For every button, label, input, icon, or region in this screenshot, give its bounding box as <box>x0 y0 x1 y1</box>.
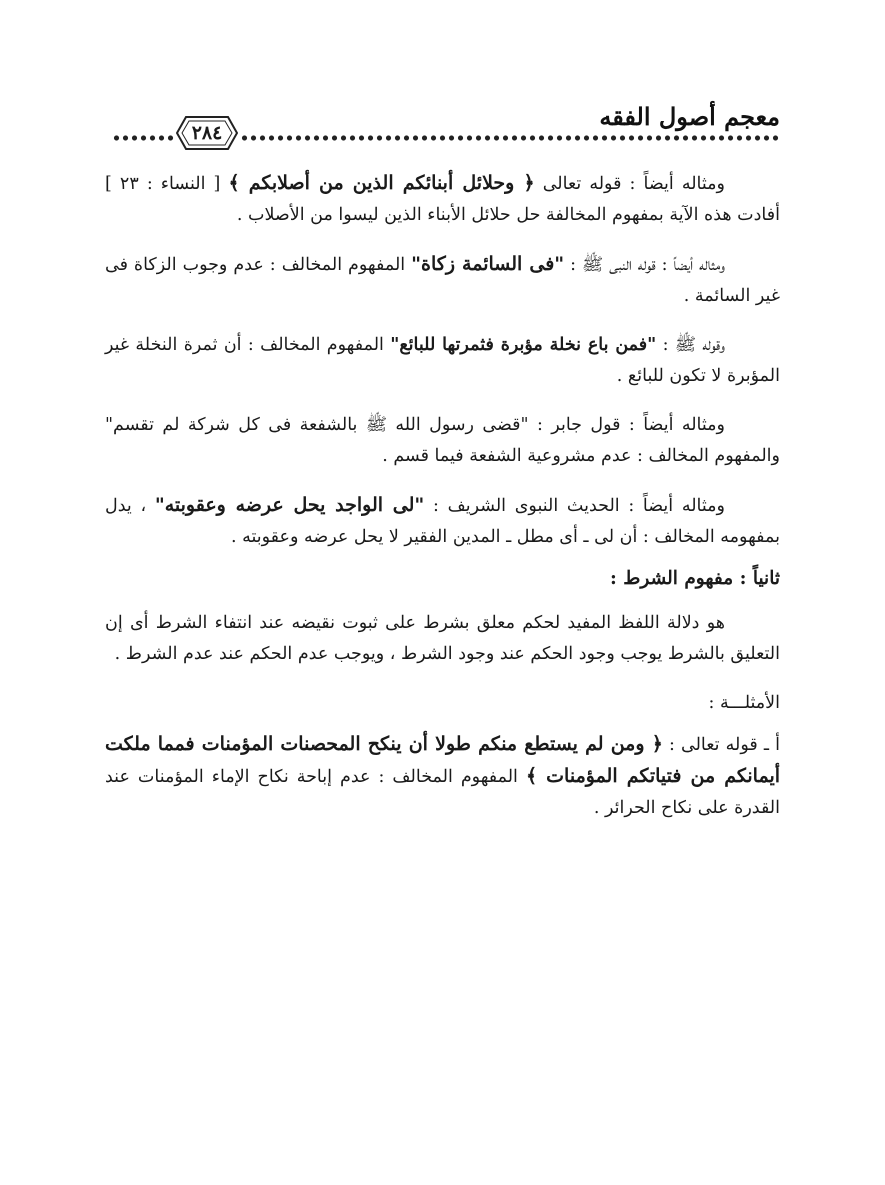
header-ornament <box>112 122 780 146</box>
paragraph-text: أ ـ قوله تعالى : <box>668 735 780 755</box>
body-text <box>105 168 780 842</box>
page-number: ٢٨٤ <box>191 122 223 144</box>
paragraph-text: ومثاله أيضاً : قوله النبى ﷺ : <box>570 255 725 275</box>
paragraph-example-hadith-1 <box>105 249 780 312</box>
paragraph-text: هو دلالة اللفظ المفيد لحكم معلق بشرط على ثبوت نقيضه عند انتفاء الشرط أى إن التعليق بالشرط يوجب وجود الحكم عند وجود الشرط ، ويوجب عدم الحكم عند عدم الشرط . <box>105 613 780 664</box>
paragraph-text: ومثاله أيضاً : قوله تعالى <box>542 174 725 194</box>
quranic-verse: ﴿ ومن لم يستطع منكم طولا أن ينكح المحصنات المؤمنات فمما ملكت أيمانكم من فتياتكم المؤمنات ﴾ <box>105 733 781 787</box>
paragraph-text: وقوله ﷺ : <box>662 335 725 355</box>
examples-label: الأمثلـــة : <box>708 693 780 713</box>
hadith-quote: "فمن باع نخلة مؤبرة فثمرتها للبائع" <box>390 335 657 355</box>
paragraph-example-verse-1 <box>105 168 780 231</box>
hadith-quote: "فى السائمة زكاة" <box>411 253 565 275</box>
hadith-quote: "لى الواجد يحل عرضه وعقوبته" <box>154 494 425 516</box>
paragraph-text: ، يدل بمفهومه المخالف : أن لى ـ أى مطل ـ المدين الفقير لا يحل عرضه وعقوبته . <box>105 496 780 547</box>
paragraph-definition <box>105 608 780 670</box>
paragraph-text: المفهوم المخالف : عدم وجوب الزكاة فى غير السائمة . <box>105 255 780 306</box>
section-heading: ثانياً : مفهوم الشرط : <box>610 568 780 589</box>
paragraph-text: المفهوم المخالف : أن ثمرة النخلة غير المؤبرة لا تكون للبائع . <box>105 335 780 386</box>
paragraph-text: ومثاله أيضاً : الحديث النبوى الشريف : <box>433 496 725 516</box>
paragraph-text: المفهوم المخالف : عدم إباحة نكاح الإماء المؤمنات عند القدرة على نكاح الحرائر . <box>105 767 780 818</box>
book-title: معجم أصول الفقه <box>599 102 780 131</box>
paragraph-example-jabir <box>105 410 780 472</box>
page-header <box>112 100 780 150</box>
quranic-verse: ﴿ وحلائل أبنائكم الذين من أصلابكم ﴾ <box>228 172 535 194</box>
ornament-dots-left <box>112 133 174 143</box>
paragraph-text: [ النساء : ٢٣ ] أفادت هذه الآية بمفهوم المخالفة حل حلائل الأبناء الذين ليسوا من الأصلاب . <box>105 174 780 225</box>
paragraph-example-hadith-3 <box>105 490 780 553</box>
paragraph-example-verse-2 <box>105 729 780 824</box>
page-number-frame <box>176 115 238 151</box>
ornament-dots-right <box>240 133 780 143</box>
paragraph-text: ومثاله أيضاً : قول جابر : "قضى رسول الله ﷺ بالشفعة فى كل شركة لم تقسم" والمفهوم المخالف : عدم مشروعية الشفعة فيما قسم . <box>105 415 780 466</box>
paragraph-example-hadith-2 <box>105 330 780 392</box>
